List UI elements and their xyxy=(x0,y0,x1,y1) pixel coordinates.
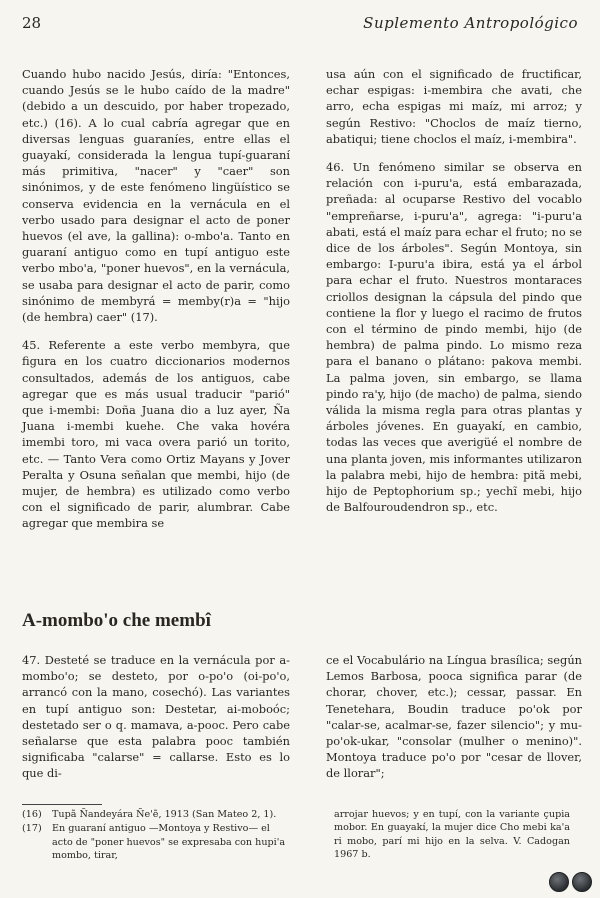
paragraph: 46. Un fenómeno similar se observa en relación con i-puru'a, está embarazada, preñada: al ocuparse Restivo del vocablo "empreñarse, i-puru'a", agrega: "i-puru'a abati, está el maíz para echar el fruto; no se dice de los árboles". Según Montoya, sin embargo: I-puru'a ibira, está ya el árbol para echar el fruto. Nuestros montaraces criollos designan la cápsula del pindo que contiene la flor y luego el racimo de frutos con el término de pindo membi, hijo (de hembra) de palma pindo. Lo mismo reza para el banano o plátano: pakova membi. La palma joven, sin embargo, se llama pindo ra'y, hijo (de macho) de palma, siendo válida la misma regla para otras plantas y árboles jóvenes. En guayakí, en cambio, todas las veces que averigüé el nombre de una planta joven, mis informantes utilizaron la palabra mebi, hijo de hembra: pitã mebi, hijo de Peptophorium sp.; yechĩ mebi, hijo de Balfouroudendron sp., etc. xyxy=(326,160,582,515)
page-number: 28 xyxy=(22,14,42,32)
section-left-column xyxy=(22,652,290,794)
footnote-number: (17) xyxy=(22,823,42,835)
top-left-column xyxy=(22,66,290,544)
page-header xyxy=(22,14,578,36)
paragraph: Cuando hubo nacido Jesús, diría: "Entonces, cuando Jesús se le hubo caído de la madre" (debido a un descuido, por haber tropezado, etc.) (16). A lo cual cabría agregar que en diversas lenguas guaraníes, entre ellas el guayakí, considerada la lengua tupí-guaraní más primitiva, "nacer" y "caer" son sinónimos, y de este fenómeno lingüístico se conserva evidencia en la vernácula en el verbo usado para designar el acto de poner huevos (el ave, la gallina): o-mbo'a. Tanto en guaraní antiguo como en tupí antiguo este verbo mbo'a, "poner huevos", en la vernácula, se usaba para designar el acto de parir, como sinónimo de membyrá = memby(r)a = "hijo (de hembra) caer" (17). xyxy=(22,67,290,325)
paragraph: ce el Vocabulário na Língua brasílica; según Lemos Barbosa, pooca significa parar (de chorar, chover, etc.); cessar, passar. En Tenetehara, Boudin traduce po'ok por "calar-se, acalmar-se, fazer silencio"; y mu-po'ok-ukar, "consolar (mulher o menino)". Montoya traduce po'o por "cesar de llover, de llorar"; xyxy=(326,653,582,781)
paragraph: usa aún con el significado de fructificar, echar espigas: i-membira che avati, che arro, echa espigas mi maíz, mi arroz; y según Restivo: "Choclos de maíz tierno, abatiqui; tiene choclos el maíz, i-membira". xyxy=(326,67,582,146)
section-title: A-mombo'o che membî xyxy=(22,610,211,631)
footnote-text: Tupã Ñandeyára Ñe'ẽ, 1913 (San Mateo 2, 1). xyxy=(52,809,277,820)
paragraph: 45. Referente a este verbo membyra, que figura en los cuatro diccionarios modernos consultados, además de los antiguos, cabe agregar que es más usual traducir "parió" que i-membi: Doña Juana dio a luz ayer, Ña Juana i-membi kuehe. Che vaka hovéra imembi toro, mi vaca overa parió un torito, etc. — Tanto Vera como Ortiz Mayans y Jover Peralta y Osuna señalan que membi, hijo (de mujer, de hembra) es utilizado como verbo con el significado de parir, alumbrar. Cabe agregar que membira se xyxy=(22,338,290,531)
running-title: Suplemento Antropológico xyxy=(363,14,578,32)
footnotes xyxy=(22,808,290,864)
footnote xyxy=(22,808,290,821)
paragraph: 47. Desteté se traduce en la vernácula por a-mombo'o; se desteto, por o-po'o (oi-po'o, arrancó con la mano, cosechó). Las variantes en tupí antiguo son: Destetar, ai-moboóc; destetado ser o q. mamava, a-pooc. Pero cabe señalarse que esta palabra pooc también significaba "calarse" = callarse. Esto es lo que di- xyxy=(22,653,290,781)
footnote-continuation: arrojar huevos; y en tupí, con la variante çupia mobor. En guayakí, la mujer dice Cho mebi ka'a ri mobo, parí mi hijo en la selva. V. Cadogan 1967 b. xyxy=(334,809,570,861)
footnote-number: (16) xyxy=(22,809,42,820)
top-right-column xyxy=(326,66,582,527)
section-right-column xyxy=(326,652,582,794)
corner-icons xyxy=(549,872,592,892)
footnote-text: En guaraní antiguo —Montoya y Restivo— el acto de "poner huevos" se expresaba con hupi'a mombo, tirar, xyxy=(52,823,286,862)
footnote-rule xyxy=(22,804,102,805)
circle-icon[interactable] xyxy=(549,872,569,892)
footnote xyxy=(22,822,290,862)
circle-icon[interactable] xyxy=(572,872,592,892)
